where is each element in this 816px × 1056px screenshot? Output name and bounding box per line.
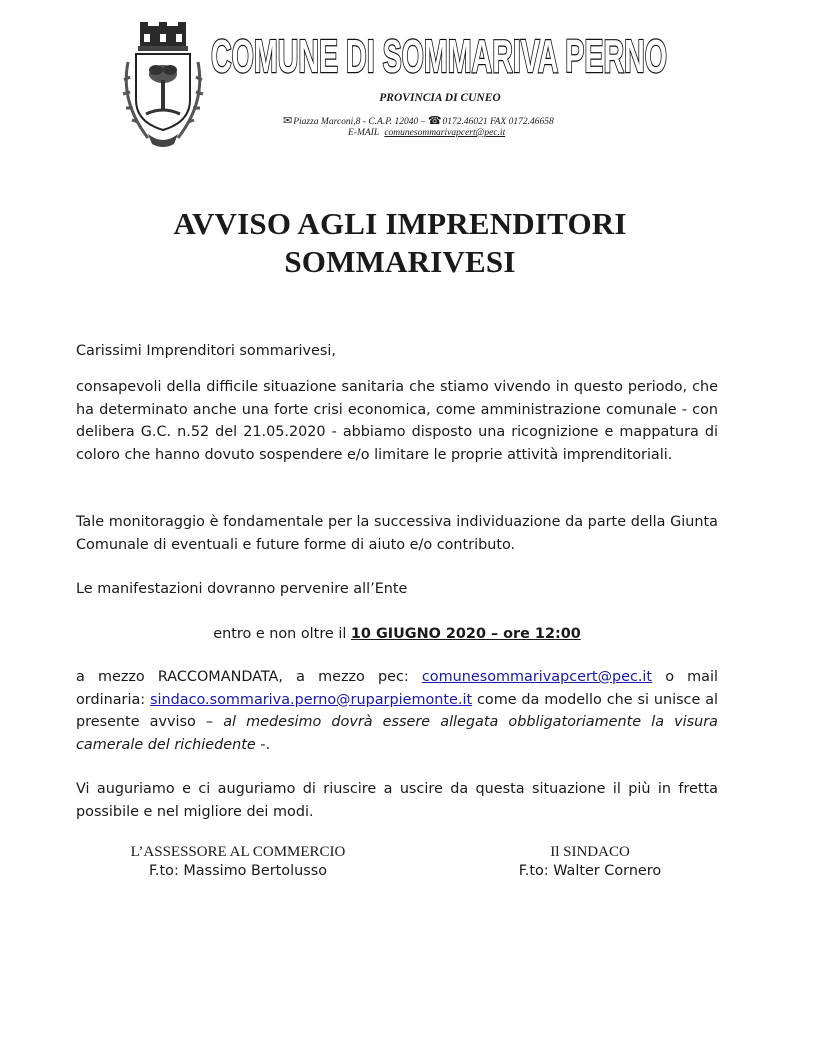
p4-text-3: come da modello che si unisce al presente avviso – <box>76 691 719 730</box>
provincia-label: PROVINCIA DI CUNEO <box>379 92 501 104</box>
deadline-line <box>76 623 718 646</box>
paragraph-2: Tale monitoraggio è fondamentale per la successiva individuazione da parte della Giunta Comunale di eventuali e future forme di aiuto e/o contributo. <box>76 514 718 553</box>
title-line-1: AVVISO AGLI IMPRENDITORI <box>173 206 627 241</box>
p4-text-1: a mezzo RACCOMANDATA, a mezzo pec: <box>76 669 422 685</box>
p4-end: -. <box>255 736 271 753</box>
paragraph-1: consapevoli della difficile situazione sanitaria che stiamo vivendo in questo periodo, che ha determinato anche una forte crisi economica, come amministrazione comunale - con delibera G.C. n.52 del 21.05.2020 - abbiamo disposto una ricognizione e mappatura di coloro che hanno dovuto sospendere e/o limitare le proprie attività imprenditoriali. <box>76 379 718 463</box>
assessore-role: L’ASSESSORE AL COMMERCIO <box>130 844 346 860</box>
p4-text-2: o mail ordinaria: <box>76 669 718 708</box>
email-line <box>348 128 608 138</box>
p4-italic-text: al medesimo dovrà essere allegata obbligatoriamente la visura camerale del richiedente <box>76 714 718 753</box>
sindaco-name: F.to: Walter Cornero <box>518 863 662 879</box>
paragraph-3: Le manifestazioni dovranno pervenire all’Ente <box>76 581 408 597</box>
document-title <box>100 205 700 281</box>
paragraph-5: Vi auguriamo e ci auguriamo di riuscire a uscire da questa situazione il più in fretta possibile e nel migliore dei modi. <box>76 781 718 820</box>
signature-assessore <box>108 843 368 881</box>
comune-title <box>206 28 672 84</box>
comune-title-text: COMUNE DI SOMMARIVA PERNO <box>211 30 667 82</box>
envelope-icon: ✉ <box>283 115 293 127</box>
phone-icon: ☎ <box>427 115 442 127</box>
title-line-2: SOMMARIVESI <box>284 244 516 279</box>
pec-link[interactable]: comunesommarivapcert@pec.it <box>421 669 653 685</box>
coat-of-arms-logo <box>118 22 208 150</box>
deadline-date: 10 GIUGNO 2020 – ore 12:00 <box>350 626 581 642</box>
mail-link[interactable]: sindaco.sommariva.perno@ruparpiemonte.it <box>150 691 473 708</box>
email-label: E-MAIL <box>348 128 379 138</box>
phone-fax-text: 0172.46021 FAX 0172.46658 <box>442 117 554 127</box>
assessore-name: F.to: Massimo Bertolusso <box>148 863 328 879</box>
address-line <box>283 114 603 127</box>
address-text: Piazza Marconi,8 - C.A.P. 12040 – <box>293 117 426 127</box>
greeting: Carissimi Imprenditori sommarivesi, <box>76 343 336 359</box>
deadline-prefix: entro e non oltre il <box>213 626 351 642</box>
paragraph-4 <box>76 666 718 756</box>
sindaco-role: Il SINDACO <box>550 844 630 860</box>
signature-sindaco <box>470 843 710 881</box>
email-link[interactable]: comunesommarivapcert@pec.it <box>384 128 506 138</box>
